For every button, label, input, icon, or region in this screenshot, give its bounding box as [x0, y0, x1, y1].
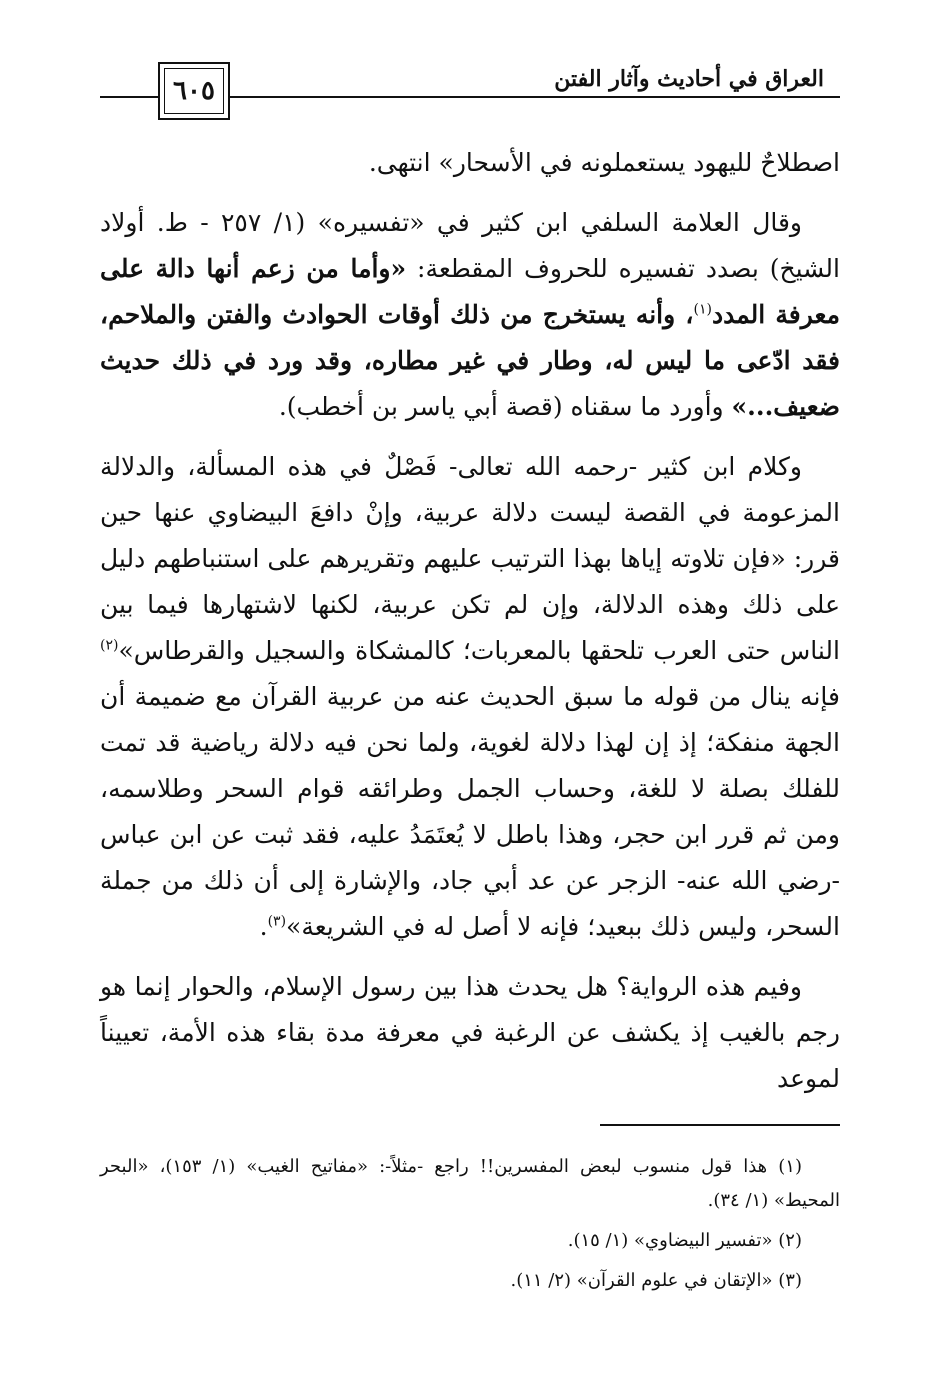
- paragraph-2-intro: وقال العلامة السلفي ابن كثير في «تفسيره» (١/ ٢٥٧ - ط. أولاد الشيخ) بصدد تفسيره للحروف المقطعة:: [100, 208, 840, 283]
- paragraph-3-b: فإنه ينال من قوله ما سبق الحديث عنه من عربية القرآن مع ضميمة أن الجهة منفكة؛ إذ إن لهذا دلالة لغوية، ولما نحن فيه دلالة رياضية قد تمت للفلك بصلة لا للغة، وحساب الجمل وطرائقه قوام السحر وطلاسمه، ومن ثم قرر ابن حجر، وهذا باطل لا يُعتَمَدُ عليه، فقد ثبت عن ابن عباس -رضي الله عنه- الزجر عن عد أبي جاد، والإشارة إلى أن ذلك من جملة السحر، وليس ذلك ببعيد؛ فإنه لا أصل له في الشريعة»: [100, 682, 840, 941]
- page-header: [100, 58, 840, 128]
- paragraph-3-a: وكلام ابن كثير -رحمه الله تعالى- فَصْلٌ في هذه المسألة، والدلالة المزعومة في القصة ليست دلالة عربية، وإنْ دافعَ البيضاوي عنها حين قرر: «فإن تلاوته إياها بهذا الترتيب عليهم وتقريرهم على استنباطهم دليل على ذلك وهذه الدلالة، وإن لم تكن عربية، لكنها لاشتهارها فيما بين الناس حتى العرب تلحقها بالمعربات؛ كالمشكاة والسجيل والقرطاس»: [100, 452, 840, 665]
- footnote-ref-3[interactable]: (٣): [267, 913, 287, 930]
- page-number: ٦٠٥: [164, 68, 224, 114]
- footnote-3: (٣) «الإتقان في علوم القرآن» (٢/ ١١).: [510, 1270, 802, 1291]
- paragraph-4-text: وفيم هذه الرواية؟ هل يحدث هذا بين رسول الإسلام، والحوار إنما هو رجم بالغيب إذ يكشف عن الرغبة في معرفة مدة بقاء هذه الأمة، تعييناً لموعد: [100, 972, 840, 1093]
- footnote-1: (١) هذا قول منسوب لبعض المفسرين!! راجع -مثلاً-: «مفاتيح الغيب» (١/ ١٥٣)، «البحر المحيط» (١/ ٣٤).: [100, 1156, 840, 1211]
- paragraph-4: [100, 964, 840, 1102]
- page-number-box: [158, 62, 230, 120]
- paragraph-1: [100, 140, 840, 186]
- header-rule-right: [230, 96, 840, 98]
- quote-ibn-kathir-b: ، وأنه يستخرج من ذلك أوقات الحوادث والفتن والملاحم، فقد ادّعى ما ليس له، وطار في غير مطاره، وقد ورد في ذلك حديث ضعيف...»: [100, 300, 840, 421]
- paragraph-3-end: .: [259, 912, 268, 941]
- header-rule-left: [100, 96, 158, 98]
- paragraph-1-text: اصطلاحٌ لليهود يستعملونه في الأسحار» انتهى.: [368, 148, 840, 177]
- footnotes: [100, 1150, 840, 1304]
- paragraph-3: [100, 444, 840, 950]
- paragraph-2-end: وأورد ما سقناه (قصة أبي ياسر بن أخطب).: [278, 392, 732, 421]
- quote-ibn-kathir-a: «وأما من زعم أنها دالة على معرفة المدد: [100, 254, 840, 329]
- footnote-ref-2[interactable]: (٢): [100, 637, 119, 654]
- main-text: [100, 140, 840, 1116]
- book-title: العراق في أحاديث وآثار الفتن: [548, 66, 830, 92]
- footnote-divider: [600, 1124, 840, 1126]
- footnote-2: (٢) «تفسير البيضاوي» (١/ ١٥).: [567, 1230, 802, 1251]
- footnote-ref-1[interactable]: (١): [693, 301, 712, 318]
- paragraph-2: [100, 200, 840, 430]
